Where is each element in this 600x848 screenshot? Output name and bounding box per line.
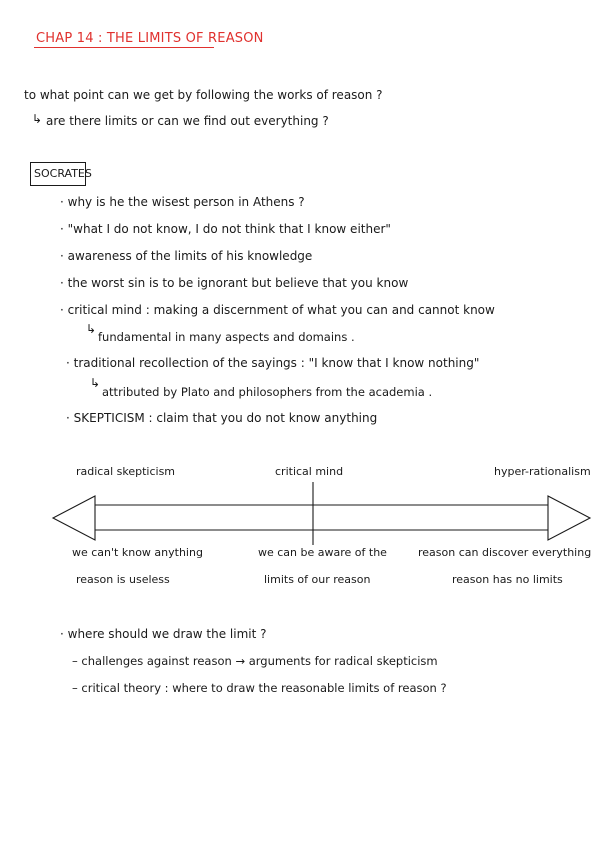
closing-dash-2-text: critical theory : where to draw the reasonable limits of reason ? — [81, 681, 447, 695]
spectrum-middle-label: critical mind — [275, 465, 344, 478]
bullet-text: the worst sin is to be ignorant but believe that you know — [67, 276, 409, 290]
arrow-right-head — [548, 496, 590, 540]
spectrum-left-label: radical skepticism — [76, 465, 176, 478]
intro-followup-arrow: ↳ — [32, 112, 43, 126]
spectrum-left-line1: we can't know anything — [72, 546, 203, 559]
spectrum-right-line1: reason can discover everything — [418, 546, 592, 559]
bullet-wisest: · why is he the wisest person in Athens ? — [60, 195, 305, 209]
closing-question-text: where should we draw the limit ? — [67, 627, 267, 641]
bullet-text: awareness of the limits of his knowledge — [67, 249, 313, 263]
bullet-worst-sin: · the worst sin is to be ignorant but believe that you know — [60, 276, 409, 290]
intro-followup: are there limits or can we find out everything ? — [46, 114, 329, 128]
bullet-text: critical mind : making a discernment of what you can and cannot know — [67, 303, 495, 317]
bullet-skepticism: · SKEPTICISM : claim that you do not know anything — [66, 411, 378, 425]
bullet-awareness: · awareness of the limits of his knowledge — [60, 249, 313, 263]
bullet-text: "what I do not know, I do not think that I know either" — [67, 222, 391, 236]
spectrum-left-line2: reason is useless — [76, 573, 170, 586]
tradition-arrow: ↳ — [90, 376, 101, 390]
closing-question: · where should we draw the limit ? — [60, 627, 267, 641]
closing-dash-2: – critical theory : where to draw the reasonable limits of reason ? — [72, 681, 447, 695]
bullet-text: traditional recollection of the sayings : "I know that I know nothing" — [73, 356, 480, 370]
bullet-quote: · "what I do not know, I do not think that I know either" — [60, 222, 391, 236]
spectrum-right-line2: reason has no limits — [452, 573, 563, 586]
bullet-critical-mind: · critical mind : making a discernment of what you can and cannot know — [60, 303, 495, 317]
socrates-heading: SOCRATES — [34, 167, 92, 180]
bullet-text: SKEPTICISM : claim that you do not know anything — [73, 411, 378, 425]
critical-mind-sub: fundamental in many aspects and domains . — [98, 330, 355, 344]
bullet-text: why is he the wisest person in Athens ? — [67, 195, 305, 209]
tradition-sub: attributed by Plato and philosophers from the academia . — [102, 385, 433, 399]
spectrum-middle-line1: we can be aware of the — [258, 546, 387, 559]
critical-mind-arrow: ↳ — [86, 322, 97, 336]
spectrum-middle-line2: limits of our reason — [264, 573, 371, 586]
intro-question: to what point can we get by following the works of reason ? — [24, 88, 383, 102]
arrow-left-head — [53, 496, 95, 540]
spectrum-right-label: hyper-rationalism — [494, 465, 591, 478]
bullet-tradition: · traditional recollection of the sayings : "I know that I know nothing" — [66, 356, 480, 370]
closing-dash-1-text: challenges against reason → arguments for radical skepticism — [81, 654, 438, 668]
page-title: CHAP 14 : THE LIMITS OF REASON — [36, 31, 264, 46]
closing-dash-1: – challenges against reason → arguments for radical skepticism — [72, 654, 438, 668]
